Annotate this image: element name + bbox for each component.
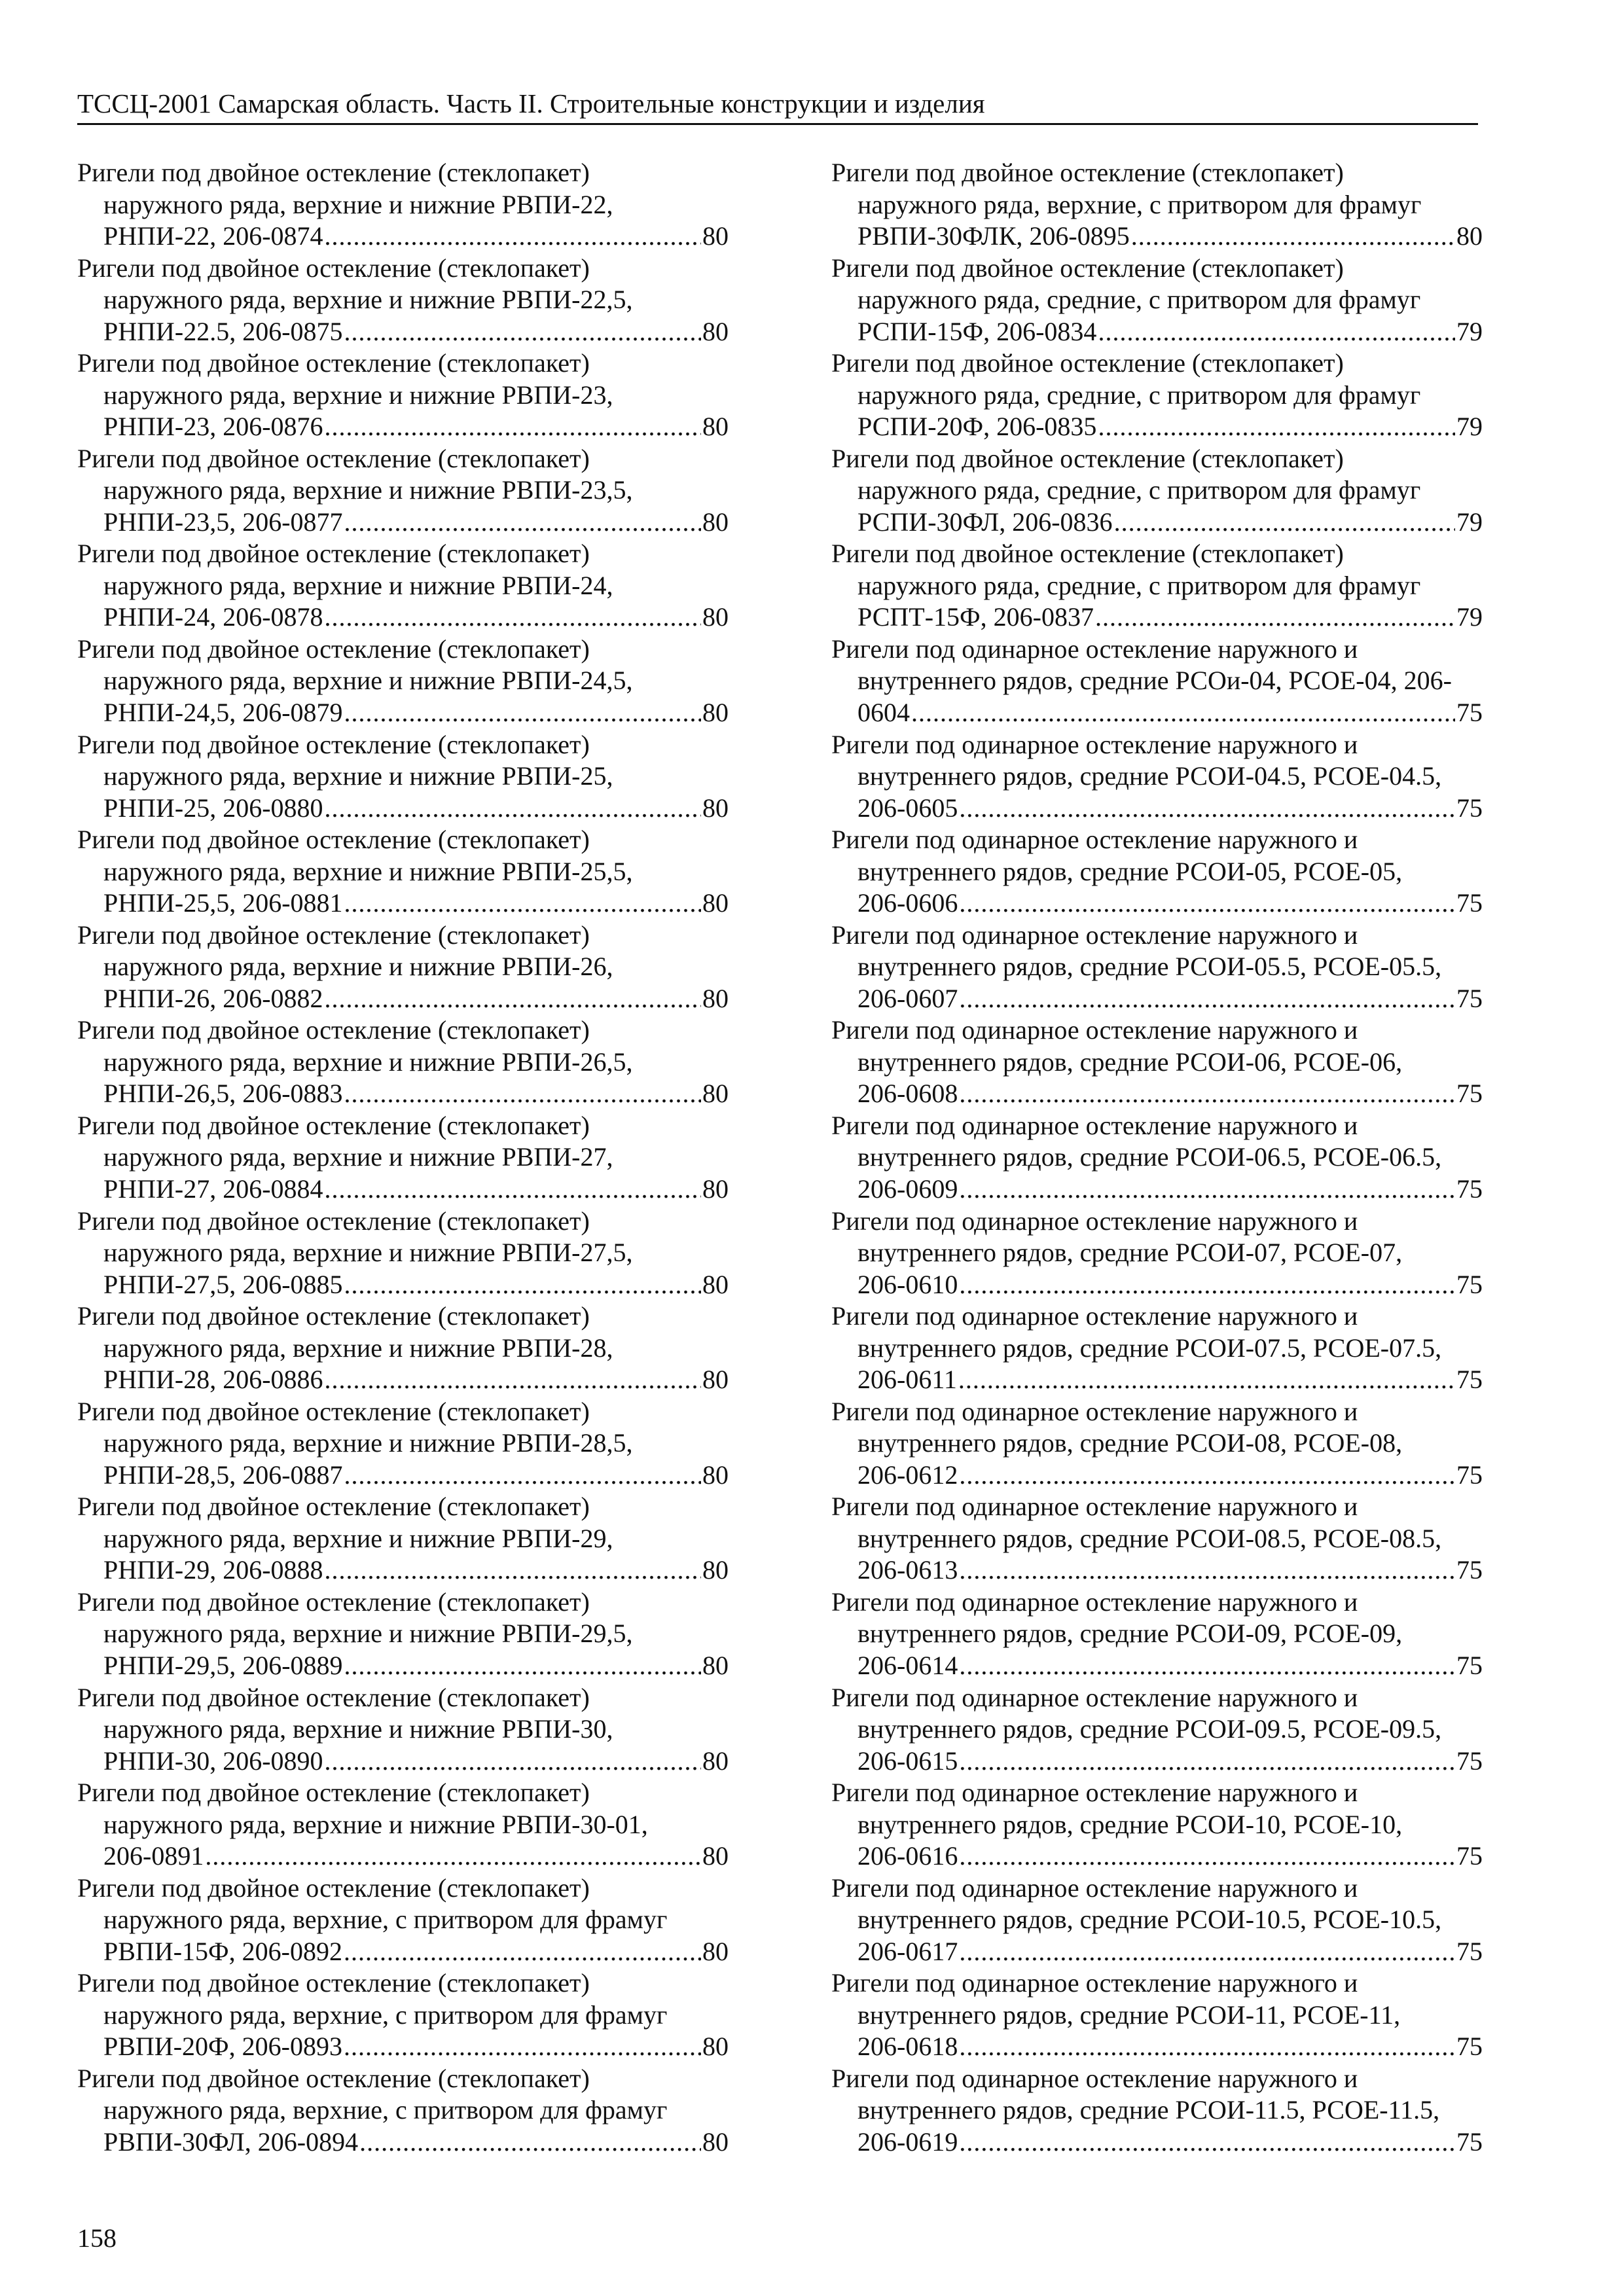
entry-code-line bbox=[77, 1269, 729, 1301]
index-entry bbox=[831, 1206, 1483, 1301]
entry-title-line: Ригели под двойное остекление (стеклопакет) bbox=[77, 634, 590, 664]
entry-code: 206-0609 bbox=[857, 1174, 958, 1204]
entry-page-number: 75 bbox=[1456, 793, 1483, 823]
dot-leader bbox=[959, 1936, 1455, 1968]
entry-code-line bbox=[77, 507, 729, 539]
entry-description-line: наружного ряда, верхние и нижние РВПИ-28, bbox=[103, 1333, 613, 1363]
dot-leader bbox=[344, 697, 701, 729]
entry-description-line: внутреннего рядов, средние РСОИ-06, РСОЕ-06, bbox=[857, 1047, 1403, 1077]
dot-leader bbox=[205, 1840, 701, 1873]
entry-description-line: внутреннего рядов, средние РСОИ-07, РСОЕ-07, bbox=[857, 1238, 1403, 1268]
dot-leader bbox=[959, 1650, 1455, 1682]
entry-code: РНПИ-29, 206-0888 bbox=[103, 1555, 323, 1585]
entry-code: РСПИ-20Ф, 206-0835 bbox=[857, 412, 1097, 442]
index-entry bbox=[831, 1110, 1483, 1206]
entry-code-line bbox=[831, 1078, 1483, 1110]
entry-title-line: Ригели под двойное остекление (стеклопакет) bbox=[77, 158, 590, 187]
entry-code: 206-0619 bbox=[857, 2126, 958, 2157]
entry-code: РВПИ-20Ф, 206-0893 bbox=[103, 2032, 342, 2062]
index-entry bbox=[77, 1587, 729, 1682]
index-entry bbox=[77, 1682, 729, 1778]
entry-title-line: Ригели под двойное остекление (стеклопакет) bbox=[77, 920, 590, 950]
entry-code: РНПИ-29,5, 206-0889 bbox=[103, 1650, 343, 1680]
index-entry bbox=[77, 729, 729, 825]
entry-description-line: наружного ряда, верхние, с притвором для фрамуг bbox=[103, 2000, 668, 2030]
entry-description-line: наружного ряда, верхние и нижние РВПИ-23, bbox=[103, 380, 613, 410]
entry-code-line bbox=[77, 793, 729, 825]
entry-code-line bbox=[831, 601, 1483, 634]
entry-code-line bbox=[77, 1840, 729, 1873]
dot-leader bbox=[1098, 316, 1455, 348]
entry-description-line: внутреннего рядов, средние РСОИ-07.5, РСОЕ-07.5, bbox=[857, 1333, 1442, 1363]
entry-code: РНПИ-30, 206-0890 bbox=[103, 1746, 323, 1776]
entry-title-line: Ригели под одинарное остекление наружного и bbox=[831, 2063, 1358, 2093]
entry-page-number: 80 bbox=[702, 1555, 729, 1585]
entry-description-line: внутреннего рядов, средние РСОИ-09, РСОЕ-09, bbox=[857, 1619, 1403, 1649]
dot-leader bbox=[1131, 221, 1455, 253]
entry-description-line: внутреннего рядов, средние РСОИ-04.5, РСОЕ-04.5, bbox=[857, 761, 1442, 791]
entry-code-line bbox=[831, 983, 1483, 1015]
entry-title-line: Ригели под одинарное остекление наружного и bbox=[831, 1492, 1358, 1522]
entry-page-number: 80 bbox=[702, 221, 729, 251]
entry-title-line: Ригели под одинарное остекление наружного и bbox=[831, 634, 1358, 664]
entry-title-line: Ригели под двойное остекление (стеклопакет) bbox=[831, 253, 1344, 283]
entry-title-line: Ригели под двойное остекление (стеклопакет) bbox=[77, 1873, 590, 1903]
entry-description-line: наружного ряда, верхние и нижние РВПИ-27,5, bbox=[103, 1238, 633, 1268]
entry-code-line bbox=[831, 2126, 1483, 2159]
entry-code-line bbox=[77, 1078, 729, 1110]
index-entry bbox=[77, 1206, 729, 1301]
dot-leader bbox=[1098, 411, 1455, 443]
entry-code: 206-0618 bbox=[857, 2032, 958, 2062]
entry-code: РСПИ-30ФЛ, 206-0836 bbox=[857, 507, 1113, 537]
entry-page-number: 80 bbox=[702, 1269, 729, 1299]
entry-code-line bbox=[77, 1364, 729, 1396]
dot-leader bbox=[325, 1364, 701, 1396]
entry-title-line: Ригели под двойное остекление (стеклопакет) bbox=[77, 1206, 590, 1236]
entry-page-number: 80 bbox=[702, 1365, 729, 1395]
entry-title-line: Ригели под одинарное остекление наружного и bbox=[831, 729, 1358, 759]
entry-page-number: 75 bbox=[1456, 2032, 1483, 2062]
index-entry bbox=[831, 538, 1483, 634]
dot-leader bbox=[325, 1174, 701, 1206]
entry-code: 206-0617 bbox=[857, 1936, 958, 1966]
entry-page-number: 79 bbox=[1456, 412, 1483, 442]
index-entry bbox=[77, 824, 729, 920]
dot-leader bbox=[359, 2126, 701, 2159]
entry-page-number: 80 bbox=[702, 697, 729, 727]
index-entry bbox=[77, 920, 729, 1015]
entry-code-line bbox=[77, 1174, 729, 1206]
entry-code: РВПИ-30ФЛ, 206-0894 bbox=[103, 2126, 359, 2157]
entry-description-line: наружного ряда, верхние и нижние РВПИ-25, bbox=[103, 761, 613, 791]
index-entry bbox=[831, 729, 1483, 825]
entry-code: РНПИ-27,5, 206-0885 bbox=[103, 1269, 343, 1299]
entry-page-number: 80 bbox=[702, 1174, 729, 1204]
entry-page-number: 80 bbox=[702, 1746, 729, 1776]
entry-code: РНПИ-22, 206-0874 bbox=[103, 221, 323, 251]
entry-description-line: внутреннего рядов, средние РСОИ-10, РСОЕ-10, bbox=[857, 1809, 1403, 1839]
entry-page-number: 75 bbox=[1456, 1746, 1483, 1776]
entry-title-line: Ригели под двойное остекление (стеклопакет) bbox=[831, 158, 1344, 187]
entry-code: РВПИ-15Ф, 206-0892 bbox=[103, 1936, 342, 1966]
entry-code: РНПИ-28, 206-0886 bbox=[103, 1365, 323, 1395]
index-entry bbox=[831, 1587, 1483, 1682]
entry-description-line: внутреннего рядов, средние РСОИ-06.5, РСОЕ-06.5, bbox=[857, 1142, 1442, 1172]
entry-description-line: наружного ряда, верхние и нижние РВПИ-27, bbox=[103, 1142, 613, 1172]
index-entry bbox=[831, 1967, 1483, 2063]
entry-code: 206-0616 bbox=[857, 1841, 958, 1871]
dot-leader bbox=[344, 507, 701, 539]
entry-code-line bbox=[831, 888, 1483, 920]
entry-description-line: наружного ряда, верхние и нижние РВПИ-23,5, bbox=[103, 475, 633, 505]
entry-description-line: наружного ряда, средние, с притвором для фрамуг bbox=[857, 570, 1421, 600]
index-entry bbox=[77, 634, 729, 729]
entry-code-line bbox=[77, 1650, 729, 1682]
entry-page-number: 75 bbox=[1456, 697, 1483, 727]
index-entry bbox=[77, 1777, 729, 1873]
entry-code-line bbox=[831, 1269, 1483, 1301]
index-entry bbox=[831, 1873, 1483, 1968]
entry-description-line: наружного ряда, верхние и нижние РВПИ-22, bbox=[103, 189, 613, 219]
index-entry bbox=[77, 1396, 729, 1492]
entry-title-line: Ригели под одинарное остекление наружного и bbox=[831, 920, 1358, 950]
entry-code-line bbox=[831, 1554, 1483, 1587]
entry-page-number: 75 bbox=[1456, 1936, 1483, 1966]
entry-description-line: наружного ряда, верхние и нижние РВПИ-22,5, bbox=[103, 285, 633, 315]
entry-code: РНПИ-23,5, 206-0877 bbox=[103, 507, 343, 537]
entry-description-line: внутреннего рядов, средние РСОИ-08.5, РСОЕ-08.5, bbox=[857, 1523, 1442, 1553]
entry-description-line: наружного ряда, средние, с притвором для фрамуг bbox=[857, 285, 1421, 315]
dot-leader bbox=[959, 888, 1455, 920]
entry-title-line: Ригели под двойное остекление (стеклопакет) bbox=[831, 348, 1344, 378]
entry-code-line bbox=[831, 507, 1483, 539]
entry-page-number: 80 bbox=[702, 2126, 729, 2157]
dot-leader bbox=[344, 888, 701, 920]
entry-description-line: внутреннего рядов, средние РСОИ-08, РСОЕ-08, bbox=[857, 1428, 1403, 1458]
entry-page-number: 75 bbox=[1456, 2126, 1483, 2157]
index-entry bbox=[831, 920, 1483, 1015]
entry-title-line: Ригели под двойное остекление (стеклопакет) bbox=[77, 348, 590, 378]
entry-title-line: Ригели под двойное остекление (стеклопакет) bbox=[77, 1396, 590, 1426]
entry-title-line: Ригели под одинарное остекление наружного и bbox=[831, 1682, 1358, 1712]
entry-title-line: Ригели под одинарное остекление наружного и bbox=[831, 1206, 1358, 1236]
index-entry bbox=[831, 824, 1483, 920]
entry-code-line bbox=[831, 221, 1483, 253]
entry-page-number: 80 bbox=[702, 983, 729, 1013]
entry-description-line: наружного ряда, верхние и нижние РВПИ-26,5, bbox=[103, 1047, 633, 1077]
entry-code: 206-0613 bbox=[857, 1555, 958, 1585]
entry-title-line: Ригели под двойное остекление (стеклопакет) bbox=[77, 443, 590, 473]
dot-leader bbox=[344, 1936, 701, 1968]
entry-title-line: Ригели под двойное остекление (стеклопакет) bbox=[77, 253, 590, 283]
entry-description-line: внутреннего рядов, средние РСОИ-10.5, РСОЕ-10.5, bbox=[857, 1905, 1442, 1935]
entry-description-line: внутреннего рядов, средние РСОИ-11.5, РСОЕ-11.5, bbox=[857, 2095, 1440, 2125]
entry-description-line: наружного ряда, средние, с притвором для фрамуг bbox=[857, 475, 1421, 505]
entry-code: 206-0608 bbox=[857, 1079, 958, 1109]
entry-code-line bbox=[77, 1554, 729, 1587]
index-entry bbox=[831, 1777, 1483, 1873]
entry-title-line: Ригели под двойное остекление (стеклопакет) bbox=[77, 1015, 590, 1045]
index-entry bbox=[77, 157, 729, 253]
entry-code-line bbox=[77, 221, 729, 253]
index-column-right bbox=[831, 157, 1483, 2158]
index-entry bbox=[77, 253, 729, 348]
dot-leader bbox=[344, 1460, 701, 1492]
entry-code: РНПИ-28,5, 206-0887 bbox=[103, 1460, 343, 1490]
dot-leader bbox=[325, 1746, 701, 1778]
entry-description-line: наружного ряда, верхние и нижние РВПИ-30-01, bbox=[103, 1809, 648, 1839]
entry-page-number: 80 bbox=[702, 1841, 729, 1871]
index-entry bbox=[831, 1014, 1483, 1110]
dot-leader bbox=[959, 1840, 1455, 1873]
entry-code-line bbox=[831, 793, 1483, 825]
entry-description-line: наружного ряда, верхние и нижние РВПИ-24,5, bbox=[103, 666, 633, 696]
dot-leader bbox=[959, 1078, 1455, 1110]
dot-leader bbox=[959, 2126, 1455, 2159]
entry-page-number: 80 bbox=[702, 316, 729, 346]
entry-code: 0604 bbox=[857, 697, 910, 727]
entry-code: РСПТ-15Ф, 206-0837 bbox=[857, 602, 1094, 632]
entry-description-line: наружного ряда, верхние и нижние РВПИ-29, bbox=[103, 1523, 613, 1553]
index-entry bbox=[831, 1396, 1483, 1492]
dot-leader bbox=[344, 1269, 701, 1301]
entry-title-line: Ригели под одинарное остекление наружного и bbox=[831, 825, 1358, 855]
entry-title-line: Ригели под одинарное остекление наружного и bbox=[831, 1778, 1358, 1808]
dot-leader bbox=[959, 983, 1455, 1015]
index-entry bbox=[77, 1491, 729, 1587]
dot-leader bbox=[959, 1269, 1455, 1301]
dot-leader bbox=[959, 1460, 1455, 1492]
entry-code: 206-0891 bbox=[103, 1841, 204, 1871]
entry-code-line bbox=[831, 1840, 1483, 1873]
entry-title-line: Ригели под одинарное остекление наружного и bbox=[831, 1015, 1358, 1045]
index-entry bbox=[831, 2063, 1483, 2159]
entry-description-line: наружного ряда, верхние, с притвором для фрамуг bbox=[857, 189, 1422, 219]
entry-page-number: 80 bbox=[702, 602, 729, 632]
entry-code-line bbox=[77, 1460, 729, 1492]
entry-title-line: Ригели под двойное остекление (стеклопакет) bbox=[77, 1110, 590, 1140]
entry-title-line: Ригели под двойное остекление (стеклопакет) bbox=[831, 443, 1344, 473]
entry-page-number: 79 bbox=[1456, 602, 1483, 632]
index-entry bbox=[77, 1967, 729, 2063]
entry-title-line: Ригели под двойное остекление (стеклопакет) bbox=[831, 539, 1344, 569]
entry-page-number: 80 bbox=[702, 412, 729, 442]
entry-page-number: 80 bbox=[702, 888, 729, 918]
entry-description-line: внутреннего рядов, средние РСОи-04, РСОЕ-04, 206- bbox=[857, 666, 1452, 696]
entry-code-line bbox=[77, 2126, 729, 2159]
dot-leader bbox=[325, 1554, 701, 1587]
entry-page-number: 80 bbox=[702, 2032, 729, 2062]
entry-code: РНПИ-25, 206-0880 bbox=[103, 793, 323, 823]
entry-code-line bbox=[831, 1364, 1483, 1396]
entry-page-number: 79 bbox=[1456, 507, 1483, 537]
dot-leader bbox=[325, 601, 701, 634]
index-entry bbox=[77, 443, 729, 539]
index-entry bbox=[831, 1300, 1483, 1396]
dot-leader bbox=[325, 793, 701, 825]
entry-description-line: внутреннего рядов, средние РСОИ-11, РСОЕ-11, bbox=[857, 2000, 1401, 2030]
dot-leader bbox=[959, 1554, 1455, 1587]
entry-code-line bbox=[831, 1460, 1483, 1492]
entry-code: РНПИ-24, 206-0878 bbox=[103, 602, 323, 632]
entry-code-line bbox=[77, 888, 729, 920]
index-entry bbox=[77, 1110, 729, 1206]
entry-title-line: Ригели под двойное остекление (стеклопакет) bbox=[77, 1968, 590, 1998]
index-column-left bbox=[77, 157, 729, 2158]
entry-code-line bbox=[77, 2031, 729, 2063]
entry-description-line: наружного ряда, верхние, с притвором для фрамуг bbox=[103, 2095, 668, 2125]
entry-title-line: Ригели под двойное остекление (стеклопакет) bbox=[77, 729, 590, 759]
index-entry bbox=[77, 2063, 729, 2159]
dot-leader bbox=[958, 1364, 1455, 1396]
entry-page-number: 75 bbox=[1456, 1365, 1483, 1395]
entry-code-line bbox=[77, 1746, 729, 1778]
dot-leader bbox=[344, 316, 701, 348]
entry-code: 206-0607 bbox=[857, 983, 958, 1013]
header-title: ТССЦ-2001 Самарская область. Часть II. Строительные конструкции и изделия bbox=[77, 88, 985, 118]
entry-page-number: 79 bbox=[1456, 316, 1483, 346]
entry-title-line: Ригели под одинарное остекление наружного и bbox=[831, 1301, 1358, 1331]
dot-leader bbox=[325, 411, 701, 443]
entry-page-number: 75 bbox=[1456, 1650, 1483, 1680]
index-entry bbox=[77, 1014, 729, 1110]
entry-title-line: Ригели под двойное остекление (стеклопакет) bbox=[77, 1301, 590, 1331]
entry-title-line: Ригели под одинарное остекление наружного и bbox=[831, 1968, 1358, 1998]
entry-page-number: 80 bbox=[702, 793, 729, 823]
entry-code-line bbox=[831, 1936, 1483, 1968]
entry-title-line: Ригели под двойное остекление (стеклопакет) bbox=[77, 825, 590, 855]
entry-code: РНПИ-27, 206-0884 bbox=[103, 1174, 323, 1204]
entry-code: РВПИ-30ФЛК, 206-0895 bbox=[857, 221, 1130, 251]
entry-page-number: 80 bbox=[702, 1650, 729, 1680]
entry-page-number: 75 bbox=[1456, 1079, 1483, 1109]
entry-code: РНПИ-26,5, 206-0883 bbox=[103, 1079, 343, 1109]
index-entry bbox=[77, 1300, 729, 1396]
entry-code: 206-0615 bbox=[857, 1746, 958, 1776]
entry-page-number: 75 bbox=[1456, 1460, 1483, 1490]
entry-code: 206-0605 bbox=[857, 793, 958, 823]
entry-code: РСПИ-15Ф, 206-0834 bbox=[857, 316, 1097, 346]
entry-page-number: 80 bbox=[702, 507, 729, 537]
entry-page-number: 75 bbox=[1456, 888, 1483, 918]
entry-description-line: наружного ряда, верхние, с притвором для фрамуг bbox=[103, 1905, 668, 1935]
entry-code: 206-0612 bbox=[857, 1460, 958, 1490]
entry-description-line: наружного ряда, верхние и нижние РВПИ-25,5, bbox=[103, 856, 633, 886]
entry-title-line: Ригели под двойное остекление (стеклопакет) bbox=[77, 1492, 590, 1522]
index-entry bbox=[831, 253, 1483, 348]
entry-page-number: 80 bbox=[1456, 221, 1483, 251]
entry-description-line: наружного ряда, верхние и нижние РВПИ-28,5, bbox=[103, 1428, 633, 1458]
entry-description-line: наружного ряда, верхние и нижние РВПИ-24, bbox=[103, 570, 613, 600]
dot-leader bbox=[959, 2031, 1455, 2063]
entry-code-line bbox=[77, 983, 729, 1015]
entry-page-number: 80 bbox=[702, 1079, 729, 1109]
entry-code: 206-0614 bbox=[857, 1650, 958, 1680]
entry-page-number: 75 bbox=[1456, 1174, 1483, 1204]
entry-code: 206-0610 bbox=[857, 1269, 958, 1299]
entry-title-line: Ригели под одинарное остекление наружного и bbox=[831, 1110, 1358, 1140]
entry-page-number: 75 bbox=[1456, 1269, 1483, 1299]
dot-leader bbox=[344, 1650, 701, 1682]
entry-description-line: внутреннего рядов, средние РСОИ-05, РСОЕ-05, bbox=[857, 856, 1403, 886]
index-entry bbox=[831, 1682, 1483, 1778]
dot-leader bbox=[344, 1078, 701, 1110]
page-number: 158 bbox=[77, 2223, 117, 2253]
dot-leader bbox=[1114, 507, 1455, 539]
entry-code-line bbox=[831, 1650, 1483, 1682]
entry-title-line: Ригели под двойное остекление (стеклопакет) bbox=[77, 1778, 590, 1808]
page-header bbox=[77, 84, 1478, 125]
dot-leader bbox=[1095, 601, 1455, 634]
entry-title-line: Ригели под одинарное остекление наружного и bbox=[831, 1396, 1358, 1426]
dot-leader bbox=[911, 697, 1455, 729]
entry-code-line bbox=[77, 316, 729, 348]
entry-title-line: Ригели под двойное остекление (стеклопакет) bbox=[77, 2063, 590, 2093]
index-entry bbox=[831, 634, 1483, 729]
entry-code: РНПИ-25,5, 206-0881 bbox=[103, 888, 343, 918]
entry-code-line bbox=[77, 411, 729, 443]
entry-title-line: Ригели под двойное остекление (стеклопакет) bbox=[77, 539, 590, 569]
entry-code: 206-0611 bbox=[857, 1365, 957, 1395]
entry-code: РНПИ-24,5, 206-0879 bbox=[103, 697, 343, 727]
entry-code-line bbox=[831, 1746, 1483, 1778]
entry-title-line: Ригели под двойное остекление (стеклопакет) bbox=[77, 1587, 590, 1617]
entry-description-line: наружного ряда, верхние и нижние РВПИ-26, bbox=[103, 952, 613, 982]
entry-code-line bbox=[77, 601, 729, 634]
entry-code-line bbox=[831, 316, 1483, 348]
entry-code-line bbox=[831, 2031, 1483, 2063]
index-entry bbox=[831, 1491, 1483, 1587]
index-entry bbox=[77, 1873, 729, 1968]
entry-page-number: 75 bbox=[1456, 1841, 1483, 1871]
entry-title-line: Ригели под одинарное остекление наружного и bbox=[831, 1587, 1358, 1617]
entry-code: 206-0606 bbox=[857, 888, 958, 918]
dot-leader bbox=[959, 1746, 1455, 1778]
entry-page-number: 80 bbox=[702, 1936, 729, 1966]
index-entry bbox=[77, 538, 729, 634]
index-entry bbox=[831, 443, 1483, 539]
entry-code: РНПИ-26, 206-0882 bbox=[103, 983, 323, 1013]
entry-description-line: наружного ряда, средние, с притвором для фрамуг bbox=[857, 380, 1421, 410]
dot-leader bbox=[325, 221, 701, 253]
dot-leader bbox=[325, 983, 701, 1015]
entry-code-line bbox=[77, 697, 729, 729]
entry-code-line bbox=[831, 411, 1483, 443]
entry-page-number: 80 bbox=[702, 1460, 729, 1490]
entry-description-line: наружного ряда, верхние и нижние РВПИ-29,5, bbox=[103, 1619, 633, 1649]
entry-page-number: 75 bbox=[1456, 983, 1483, 1013]
index-entry bbox=[77, 348, 729, 443]
entry-title-line: Ригели под одинарное остекление наружного и bbox=[831, 1873, 1358, 1903]
entry-code: РНПИ-23, 206-0876 bbox=[103, 412, 323, 442]
entry-description-line: наружного ряда, верхние и нижние РВПИ-30, bbox=[103, 1714, 613, 1744]
entry-code: РНПИ-22.5, 206-0875 bbox=[103, 316, 343, 346]
dot-leader bbox=[344, 2031, 701, 2063]
entry-code-line bbox=[831, 1174, 1483, 1206]
entry-code-line bbox=[831, 697, 1483, 729]
entry-title-line: Ригели под двойное остекление (стеклопакет) bbox=[77, 1682, 590, 1712]
index-entry bbox=[831, 348, 1483, 443]
dot-leader bbox=[959, 1174, 1455, 1206]
index-entry bbox=[831, 157, 1483, 253]
dot-leader bbox=[959, 793, 1455, 825]
entry-description-line: внутреннего рядов, средние РСОИ-09.5, РСОЕ-09.5, bbox=[857, 1714, 1442, 1744]
entry-code-line bbox=[77, 1936, 729, 1968]
entry-description-line: внутреннего рядов, средние РСОИ-05.5, РСОЕ-05.5, bbox=[857, 952, 1442, 982]
entry-page-number: 75 bbox=[1456, 1555, 1483, 1585]
